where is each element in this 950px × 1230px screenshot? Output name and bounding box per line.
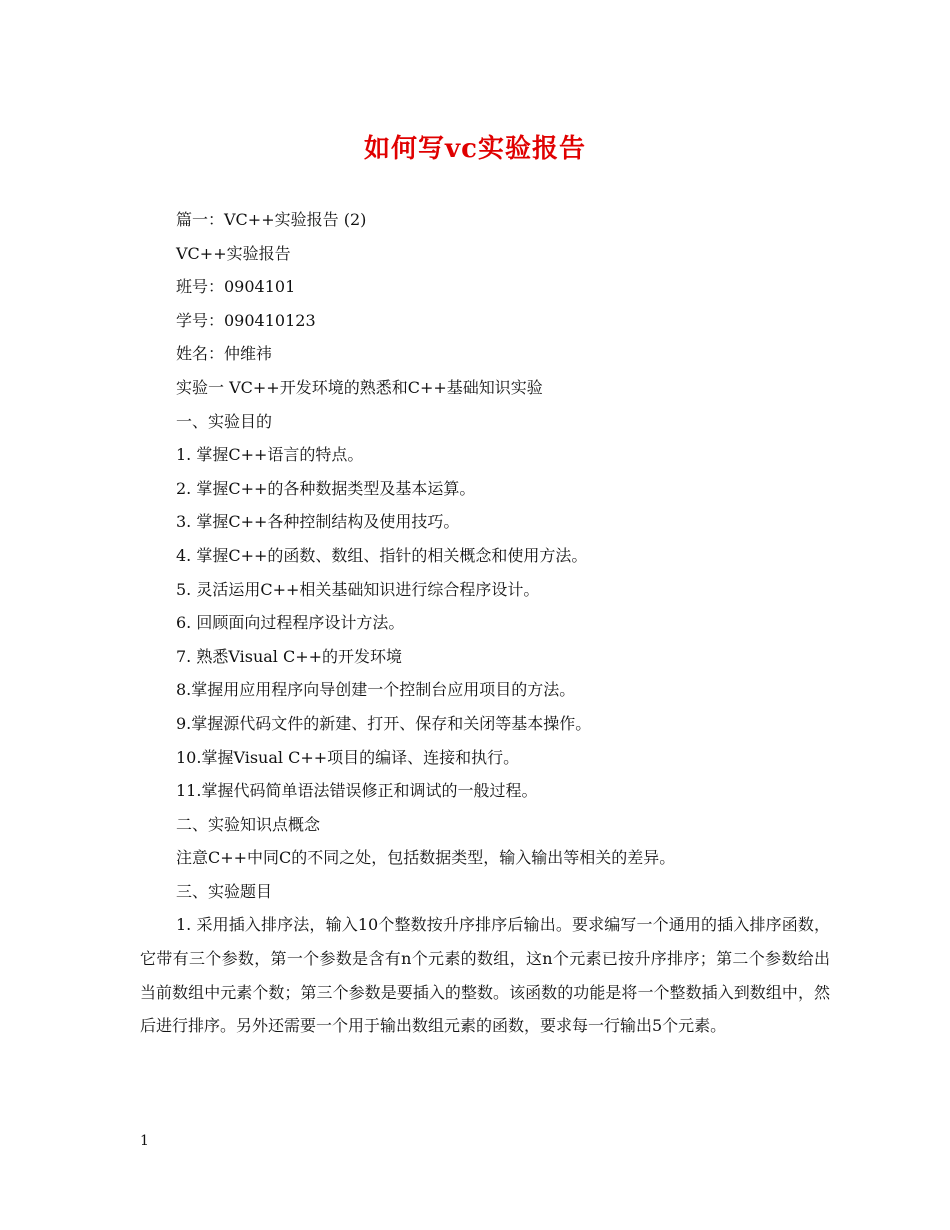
text-line: VC++实验报告 xyxy=(176,243,291,263)
list-item: 3. 掌握C++各种控制结构及使用技巧。 xyxy=(176,512,460,532)
list-item: 6. 回顾面向过程程序设计方法。 xyxy=(176,613,405,633)
text-line: 班号：0904101 xyxy=(176,277,296,297)
section-heading: 二、实验知识点概念 xyxy=(176,814,321,834)
list-item: 8.掌握用应用程序向导创建一个控制台应用项目的方法。 xyxy=(176,680,576,700)
list-item: 10.掌握Visual C++项目的编译、连接和执行。 xyxy=(176,747,520,767)
text-line: 实验一 VC++开发环境的熟悉和C++基础知识实验 xyxy=(176,377,543,397)
section-heading: 一、实验目的 xyxy=(176,411,273,431)
list-item: 4. 掌握C++的函数、数组、指针的相关概念和使用方法。 xyxy=(176,545,588,565)
text-line: 学号：090410123 xyxy=(176,310,316,330)
body-paragraph: 1. 采用插入排序法，输入10个整数按升序排序后输出。要求编写一个通用的插入排序函数，它带有三个参数，第一个参数是含有n个元素的数组，这n个元素已按升序排序；第二个参数给出当前数组中元素个数；第三个参数是要插入的整数。该函数的功能是将一个整数插入到数组中，然后进行排序。另外还需要一个用于输出数组元素的函数，要求每一行输出5个元素。 xyxy=(140,915,830,1036)
document-body xyxy=(140,203,830,1043)
list-item: 1. 掌握C++语言的特点。 xyxy=(176,445,364,465)
section-heading: 三、实验题目 xyxy=(176,881,273,901)
text-line: 篇一：VC++实验报告 (2) xyxy=(176,210,367,229)
document-title: 如何写vc实验报告 xyxy=(364,134,586,164)
page-number: 1 xyxy=(140,1133,149,1149)
list-item: 5. 灵活运用C++相关基础知识进行综合程序设计。 xyxy=(176,579,540,599)
list-item: 2. 掌握C++的各种数据类型及基本运算。 xyxy=(176,478,476,498)
list-item: 11.掌握代码简单语法错误修正和调试的一般过程。 xyxy=(176,781,538,801)
text-line: 姓名：仲维祎 xyxy=(176,344,273,364)
list-item: 7. 熟悉Visual C++的开发环境 xyxy=(176,646,403,666)
text-line: 注意C++中同C的不同之处，包括数据类型，输入输出等相关的差异。 xyxy=(176,848,676,868)
list-item: 9.掌握源代码文件的新建、打开、保存和关闭等基本操作。 xyxy=(176,713,592,733)
